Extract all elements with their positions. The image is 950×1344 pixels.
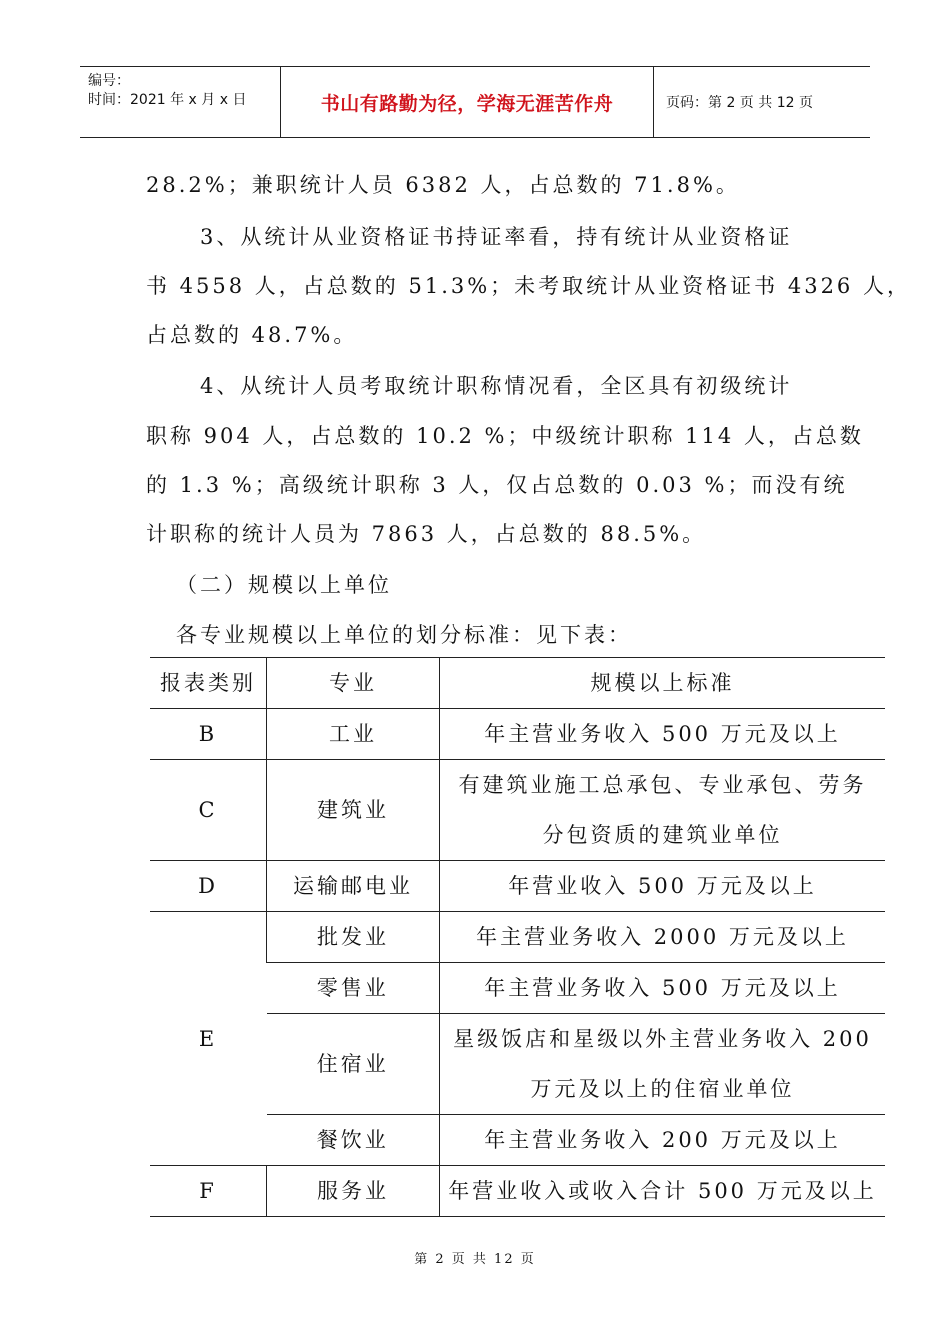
header-cell: 规模以上标准 [440,658,886,709]
header-cell: 报表类别 [150,658,267,709]
field-cell: 工业 [267,709,440,760]
paragraph-line: 28.2%；兼职统计人员 6382 人，占总数的 71.8%。 [146,173,740,197]
standard-cell: 年主营业务收入 500 万元及以上 [440,709,886,760]
field-cell: 批发业 [267,912,440,963]
section-heading: （二）规模以上单位 [176,573,392,597]
field-cell: 住宿业 [267,1014,440,1115]
category-cell: F [150,1166,267,1217]
paragraph-line: 3、从统计从业资格证书持证率看，持有统计从业资格证 [200,225,793,249]
standard-cell: 年营业收入或收入合计 500 万元及以上 [440,1166,886,1217]
standards-table [150,657,885,1217]
standard-line: 星级饭店和星级以外主营业务收入 200 [453,1027,872,1051]
standard-line: 万元及以上的住宿业单位 [530,1077,795,1101]
table-row [150,912,885,963]
field-cell: 建筑业 [267,760,440,861]
paragraph-line: 的 1.3 %；高级统计职称 3 人，仅占总数的 0.03 %；而没有统 [146,473,848,497]
paragraph-line: 职称 904 人，占总数的 10.2 %；中级统计职称 114 人，占总数 [146,424,864,448]
table-header-row [150,658,885,709]
page-header [80,66,870,138]
field-cell: 服务业 [267,1166,440,1217]
field-cell: 零售业 [267,963,440,1014]
paragraph-line: 占总数的 48.7%。 [146,323,358,347]
standard-line: 分包资质的建筑业单位 [542,823,783,847]
header-meta [80,67,281,137]
header-time: 时间：2021 年 x 月 x 日 [88,92,247,108]
field-cell: 运输邮电业 [267,861,440,912]
standard-cell: 年主营业务收入 500 万元及以上 [440,963,886,1014]
table-row [150,709,885,760]
standard-cell: 年营业收入 500 万元及以上 [440,861,886,912]
field-cell: 餐饮业 [267,1115,440,1166]
standard-cell [440,1014,886,1115]
category-cell: B [150,709,267,760]
header-motto: 书山有路勤为径，学海无涯苦作舟 [281,67,654,137]
category-cell: E [150,912,267,1166]
paragraph-line: 4、从统计人员考取统计职称情况看，全区具有初级统计 [200,374,793,398]
table-intro: 各专业规模以上单位的划分标准：见下表： [176,623,632,647]
paragraph-line: 书 4558 人，占总数的 51.3%；未考取统计从业资格证书 4326 人， [146,274,911,298]
standard-line: 有建筑业施工总承包、专业承包、劳务 [458,773,867,797]
table-row [150,760,885,861]
table-row [150,861,885,912]
header-number: 编号： [88,73,130,89]
category-cell: C [150,760,267,861]
paragraph-line: 计职称的统计人员为 7863 人，占总数的 88.5%。 [146,522,707,546]
header-cell: 专业 [267,658,440,709]
standard-cell: 年主营业务收入 2000 万元及以上 [440,912,886,963]
standard-cell: 年主营业务收入 200 万元及以上 [440,1115,886,1166]
header-page-info: 页码：第 2 页 共 12 页 [666,95,813,111]
page-footer: 第 2 页 共 12 页 [414,1252,536,1267]
category-cell: D [150,861,267,912]
standard-cell [440,760,886,861]
table-row [150,1166,885,1217]
